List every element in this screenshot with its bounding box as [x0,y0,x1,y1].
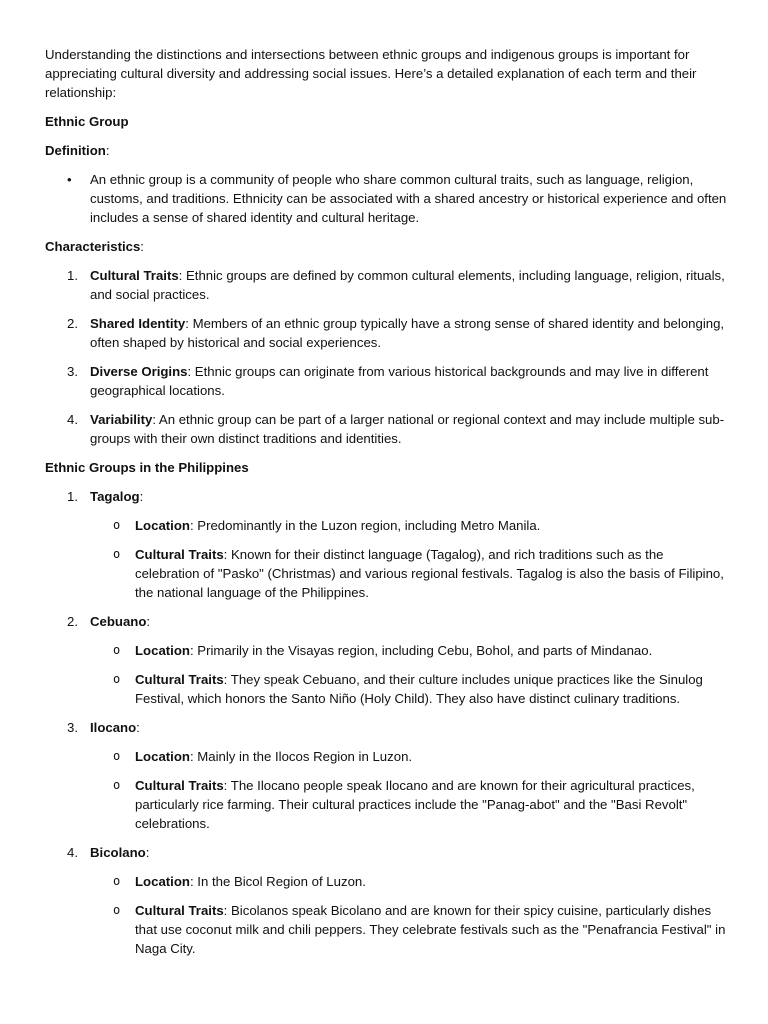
circle-bullet-icon: o [113,547,121,561]
circle-bullet-icon: o [113,518,121,532]
circle-bullet-icon: o [113,643,121,657]
circle-bullet-icon: o [113,749,121,763]
section-title: Ethnic Group [45,114,129,129]
document-page [45,45,730,968]
list-item [113,776,730,833]
traits-text: : They speak Cebuano, and their culture includes unique practices like the Sinulog Festival, which honors the Santo Niño (Holy Child). They also have distinct culinary traditions. [135,672,703,706]
characteristics-label: Characteristics [45,239,141,254]
list-item [113,747,730,766]
circle-bullet-icon: o [113,874,121,888]
item-number: 4. [67,845,78,860]
item-number: 2. [67,614,78,629]
group-name: Ilocano [90,720,137,735]
list-item [113,670,730,708]
list-item [113,901,730,958]
characteristics-label-line: Characteristics: [45,239,144,254]
intro-paragraph: Understanding the distinctions and intersections between ethnic groups and indigenous groups is important for appreciating cultural diversity and addressing social issues. Here’s a detailed explanation of each term and their relationship: [45,47,697,100]
item-term: Cultural Traits [90,268,179,283]
item-text: : Ethnic groups can originate from various historical backgrounds and may live in different geographical locations. [90,364,709,398]
philippines-groups-list [45,487,730,958]
item-number: 2. [67,316,78,331]
list-item [67,314,730,352]
list-item [113,516,730,535]
item-number: 4. [67,412,78,427]
location-label: Location [135,643,190,658]
group-name: Bicolano [90,845,146,860]
bullet-icon: • [67,172,72,187]
circle-bullet-icon: o [113,778,121,792]
list-item [113,872,730,891]
circle-bullet-icon: o [113,672,121,686]
group-item-bicolano: 4. Bicolano: o Location: In the Bicol Region of Luzon. o Cultural Traits: Bicolanos speak Bicolano and are known for their spicy cuisine, particularly dishes that use coconut milk and chili peppers. They celebrate festivals such as the "Penafrancia Festival" in Naga City. [90,843,730,958]
traits-text: : The Ilocano people speak Ilocano and are known for their agricultural practices, particularly rice farming. Their cultural practices include the "Panag-abot" and the "Basi Revolt" celebrations. [135,778,695,831]
item-text: : Members of an ethnic group typically have a strong sense of shared identity and belonging, often shaped by historical and social experiences. [90,316,725,350]
traits-label: Cultural Traits [135,778,224,793]
traits-label: Cultural Traits [135,672,224,687]
circle-bullet-icon: o [113,903,121,917]
item-number: 3. [67,720,78,735]
item-number: 1. [67,489,78,504]
item-number: 3. [67,364,78,379]
group-details [90,747,730,833]
definition-label-line: Definition: [45,143,110,158]
philippines-title: Ethnic Groups in the Philippines [45,460,249,475]
definition-text: An ethnic group is a community of people who share common cultural traits, such as language, religion, customs, and traditions. Ethnicity can be associated with a shared ancestry or historical experience and often includes a sense of shared identity and cultural heritage. [90,172,727,225]
list-item [67,362,730,400]
traits-text: : Known for their distinct language (Tagalog), and rich traditions such as the celebration of "Pasko" (Christmas) and various regional festivals. Tagalog is also the basis of Filipino, the national language of the Philippines. [135,547,724,600]
item-term: Diverse Origins [90,364,188,379]
item-text: : Ethnic groups are defined by common cultural elements, including language, religion, rituals, and social practices. [90,268,725,302]
item-term: Variability [90,412,153,427]
group-details [90,516,730,602]
location-label: Location [135,874,190,889]
characteristics-list [45,266,730,448]
traits-label: Cultural Traits [135,903,224,918]
location-label: Location [135,749,190,764]
list-item [113,641,730,660]
group-details [90,641,730,708]
location-text: : Primarily in the Visayas region, including Cebu, Bohol, and parts of Mindanao. [189,643,653,658]
definition-label: Definition [45,143,106,158]
group-item-ilocano: 3. Ilocano: o Location: Mainly in the Ilocos Region in Luzon. o Cultural Traits: The Ilocano people speak Ilocano and are known for their agricultural practices, particularly rice farming. Their cultural practices include the "Panag-abot" and the "Basi Revolt" celebrations. [90,718,730,833]
location-label: Location [135,518,190,533]
group-item-tagalog: 1. Tagalog: o Location: Predominantly in the Luzon region, including Metro Manila. o Cultural Traits: Known for their distinct language (Tagalog), and rich traditions such as the celebration of "Pasko" (Christmas) and various regional festivals. Tagalog is also the basis of Filipino, the national language of the Philippines. [90,487,730,602]
traits-label: Cultural Traits [135,547,224,562]
group-name: Cebuano [90,614,147,629]
item-term: Shared Identity [90,316,186,331]
list-item [67,266,730,304]
group-details [90,872,730,958]
group-name: Tagalog [90,489,140,504]
location-text: : Predominantly in the Luzon region, including Metro Manila. [189,518,541,533]
definition-list [45,170,730,227]
item-number: 1. [67,268,78,283]
location-text: : In the Bicol Region of Luzon. [189,874,366,889]
location-text: : Mainly in the Ilocos Region in Luzon. [189,749,413,764]
item-text: : An ethnic group can be part of a larger national or regional context and may include multiple sub-groups with their own distinct traditions and identities. [90,412,725,446]
list-item [113,545,730,602]
list-item [67,170,730,227]
list-item [67,410,730,448]
group-item-cebuano: 2. Cebuano: o Location: Primarily in the Visayas region, including Cebu, Bohol, and parts of Mindanao. o Cultural Traits: They speak Cebuano, and their culture includes unique practices like the Sinulog Festival, which honors the Santo Niño (Holy Child). They also have distinct culinary traditions. [90,612,730,708]
traits-text: : Bicolanos speak Bicolano and are known for their spicy cuisine, particularly dishes that use coconut milk and chili peppers. They celebrate festivals such as the "Penafrancia Festival" in Naga City. [135,903,726,956]
